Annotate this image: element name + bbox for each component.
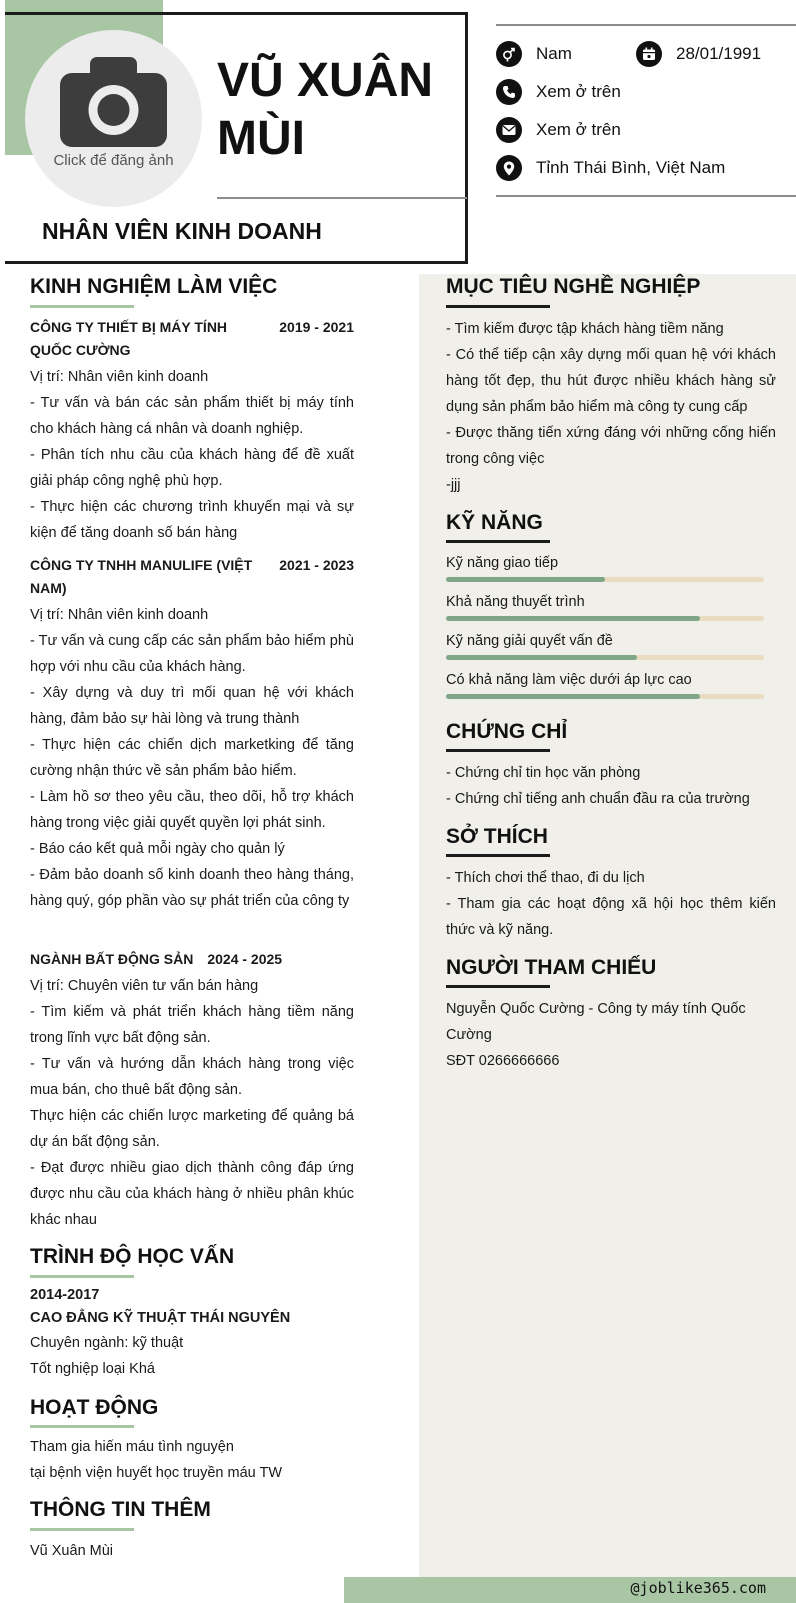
activities-title: HOẠT ĐỘNG [30, 1396, 159, 1419]
references-title: NGƯỜI THAM CHIẾU [446, 956, 657, 979]
calendar-icon [636, 41, 662, 67]
skill-bar-fill [446, 577, 605, 582]
address-value: Tỉnh Thái Bình, Việt Nam [536, 158, 726, 177]
extra-info-text: Vũ Xuân Mùi [30, 1543, 114, 1559]
skill-bar-fill [446, 655, 637, 660]
experience-line: - Báo cáo kết quả mỗi ngày cho quản lý [30, 841, 285, 857]
experience-line: - Thực hiện các chiến dịch marketking để tăng cường nhận thức về sản phẩm bảo hiểm. [30, 737, 354, 779]
references-block [446, 996, 786, 1074]
location-pin-icon [496, 155, 522, 181]
education-period: 2014-2017 [30, 1287, 100, 1303]
company-period: 2024 - 2025 [207, 951, 283, 967]
job-title: NHÂN VIÊN KINH DOANH [42, 218, 322, 244]
activity-line: tại bệnh viện huyết học truyền máu TW [30, 1465, 283, 1481]
experience-line: - Tư vấn và bán các sản phẩm thiết bị máy tính cho khách hàng cá nhân và doanh nghiệp. [30, 395, 354, 437]
experience-line: - Làm hồ sơ theo yêu cầu, theo dõi, hỗ trợ khách hàng trong việc giải quyết quyền lợi phát sinh. [30, 789, 354, 831]
contact-address [496, 155, 725, 181]
objective-line: - Có thể tiếp cận xây dựng mối quan hệ với khách hàng tốt đẹp, thu hút được nhiều khách hàng sử dụng sản phẩm bảo hiểm mà công ty cung cấp [446, 347, 776, 415]
experience-line: Thực hiện các chiến lược marketing để quảng bá dự án bất động sản. [30, 1108, 354, 1150]
objective-title: MỤC TIÊU NGHỀ NGHIỆP [446, 275, 701, 298]
camera-icon [60, 55, 167, 147]
certificates-underline [446, 749, 550, 752]
hobbies-underline [446, 854, 550, 857]
name-divider [217, 197, 467, 199]
footer-watermark: @joblike365.com [630, 1579, 766, 1597]
company-name: CÔNG TY TNHH MANULIFE (VIỆT NAM) [30, 557, 253, 596]
certificate-line: - Chứng chỉ tiếng anh chuẩn đầu ra của trường [446, 791, 750, 807]
contact-birthday [636, 41, 761, 67]
experience-line: - Phân tích nhu cầu của khách hàng để đề xuất giải pháp công nghệ phù hợp. [30, 447, 354, 489]
company-row [30, 948, 354, 971]
company-name: NGÀNH BẤT ĐỘNG SẢN [30, 951, 194, 967]
avatar-upload[interactable] [25, 30, 202, 207]
company-period: 2021 - 2023 [279, 557, 354, 573]
gender-icon [496, 41, 522, 67]
education-title: TRÌNH ĐỘ HỌC VẤN [30, 1245, 235, 1268]
skill-bar [446, 655, 764, 660]
company-row [30, 316, 354, 362]
certificates-title: CHỨNG CHỈ [446, 720, 568, 743]
skills-title: KỸ NĂNG [446, 511, 543, 534]
hobbies-block [446, 865, 776, 943]
skill-label: Khả năng thuyết trình [446, 594, 585, 610]
skill-bar [446, 694, 764, 699]
email-value: Xem ở trên [536, 120, 621, 139]
birthday-value: 28/01/1991 [676, 44, 762, 63]
experience-item [30, 554, 354, 914]
reference-line: Nguyễn Quốc Cường - Công ty máy tính Quốc Cường [446, 1001, 746, 1043]
experience-line: - Tìm kiếm và phát triển khách hàng tiềm năng trong lĩnh vực bất động sản. [30, 1004, 354, 1046]
experience-line: - Xây dựng và duy trì mối quan hệ với khách hàng, đảm bảo sự hài lòng và trung thành [30, 685, 354, 727]
email-icon [496, 117, 522, 143]
extra-info-underline [30, 1528, 134, 1531]
contact-gender [496, 41, 572, 67]
hobby-line: - Tham gia các hoạt động xã hội học thêm kiến thức và kỹ năng. [446, 896, 776, 938]
avatar-caption: Click để đăng ảnh [53, 152, 174, 169]
hobby-line: - Thích chơi thể thao, đi du lịch [446, 870, 645, 886]
hobbies-title: SỞ THÍCH [446, 825, 548, 848]
objective-line: - Tìm kiếm được tập khách hàng tiềm năng [446, 321, 724, 337]
objective-line: - Được thăng tiến xứng đáng với những cống hiến trong công việc [446, 425, 776, 467]
phone-value: Xem ở trên [536, 82, 621, 101]
education-school: CAO ĐẲNG KỸ THUẬT THÁI NGUYÊN [30, 1310, 291, 1326]
references-underline [446, 985, 550, 988]
experience-title: KINH NGHIỆM LÀM VIỆC [30, 275, 278, 298]
skill-label: Có khả năng làm việc dưới áp lực cao [446, 672, 692, 688]
experience-line: Vị trí: Chuyên viên tư vấn bán hàng [30, 978, 259, 994]
objective-line: -jjj [446, 477, 461, 493]
gender-value: Nam [536, 44, 572, 63]
experience-line: - Tư vấn và cung cấp các sản phẩm bảo hiểm phù hợp với nhu cầu của khách hàng. [30, 633, 354, 675]
contact-phone [496, 79, 621, 105]
education-block [30, 1284, 360, 1382]
experience-underline [30, 305, 134, 308]
footer-bar [344, 1577, 796, 1603]
objective-underline [446, 305, 550, 308]
experience-item [30, 948, 354, 1233]
certificates-block [446, 760, 776, 812]
education-grade: Tốt nghiệp loại Khá [30, 1361, 155, 1377]
skill-bar-fill [446, 694, 700, 699]
reference-line: SĐT 0266666666 [446, 1053, 560, 1069]
skill-label: Kỹ năng giao tiếp [446, 555, 559, 571]
experience-line: - Thực hiện các chương trình khuyến mại và sự kiện để tăng doanh số bán hàng [30, 499, 354, 541]
contact-email [496, 117, 621, 143]
company-period: 2019 - 2021 [279, 319, 354, 335]
skill-bar-fill [446, 616, 700, 621]
contact-divider-top [496, 24, 796, 26]
company-row [30, 554, 354, 600]
experience-line: - Tư vấn và hướng dẫn khách hàng trong việc mua bán, cho thuê bất động sản. [30, 1056, 354, 1098]
education-major: Chuyên ngành: kỹ thuật [30, 1335, 184, 1351]
objective-block [446, 316, 776, 498]
contact-divider-bottom [496, 195, 796, 197]
education-underline [30, 1275, 134, 1278]
skill-bar [446, 577, 764, 582]
certificate-line: - Chứng chỉ tin học văn phòng [446, 765, 641, 781]
activity-line: Tham gia hiến máu tình nguyện [30, 1439, 234, 1455]
company-name: CÔNG TY THIẾT BỊ MÁY TÍNH QUỐC CƯỜNG [30, 319, 228, 358]
skill-label: Kỹ năng giải quyết vấn đề [446, 633, 613, 649]
skill-bar [446, 616, 764, 621]
experience-line: Vị trí: Nhân viên kinh doanh [30, 369, 209, 385]
activities-underline [30, 1425, 134, 1428]
extra-info-title: THÔNG TIN THÊM [30, 1498, 211, 1521]
experience-item [30, 316, 354, 546]
candidate-name: VŨ XUÂN MÙI [217, 54, 434, 165]
experience-line: - Đảm bảo doanh số kinh doanh theo hàng tháng, hàng quý, góp phần vào sự phát triển của công ty [30, 867, 354, 909]
experience-line: Vị trí: Nhân viên kinh doanh [30, 607, 209, 623]
experience-line: - Đạt được nhiều giao dịch thành công đáp ứng được nhu cầu của khách hàng ở nhiều phân khúc khác nhau [30, 1160, 354, 1228]
phone-icon [496, 79, 522, 105]
skills-underline [446, 540, 550, 543]
activities-block [30, 1434, 360, 1486]
